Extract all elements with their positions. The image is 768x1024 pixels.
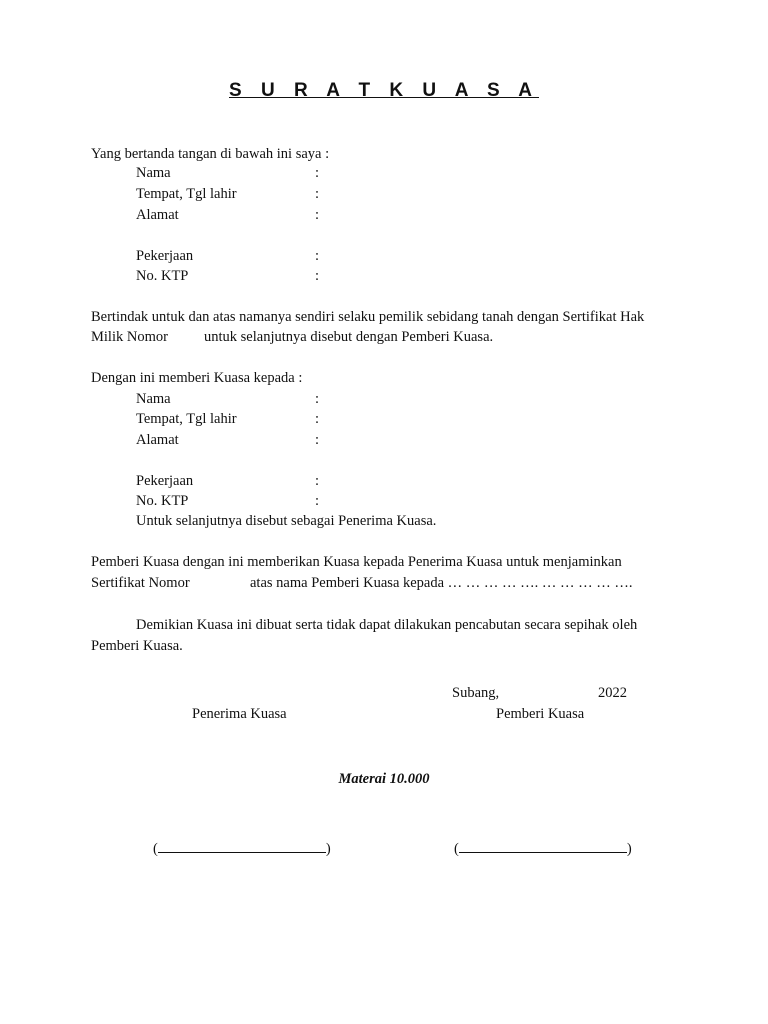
grantee-closing: Untuk selanjutnya disebut sebagai Penerima Kuasa. [136,513,437,529]
grantor-ktp-label: No. KTP [136,268,189,284]
grantor-close-paren: ) [626,841,632,857]
grantee-birth-label: Tempat, Tgl lahir [136,411,237,427]
grantor-name-label: Nama [136,165,171,181]
grant-statement-line2: atas nama Pemberi Kuasa kepada … … … … …. … … … … …. [250,575,633,591]
grantee-name-colon: : [315,391,320,407]
grantor-ktp-colon: : [315,268,320,284]
grantee-job-label: Pekerjaan [136,473,194,489]
grantor-signature-line [454,838,632,858]
grantor-intro: Yang bertanda tangan di bawah ini saya : [91,146,330,162]
grantee-address-label: Alamat [136,432,179,448]
grantee-signature-label: Penerima Kuasa [192,706,287,722]
ownership-statement-line1: Bertindak untuk dan atas namanya sendiri selaku pemilik sebidang tanah dengan Sertifikat Hak [91,309,645,325]
year-label: 2022 [598,685,627,701]
grant-statement-label: Sertifikat Nomor [91,575,190,591]
ownership-statement-label: Milik Nomor [91,329,168,345]
grantee-ktp-colon: : [315,493,320,509]
grantee-intro: Dengan ini memberi Kuasa kepada : [91,370,303,386]
grant-statement-line1: Pemberi Kuasa dengan ini memberikan Kuasa kepada Penerima Kuasa untuk menjaminkan [91,554,622,570]
grantee-close-paren: ) [325,841,331,857]
materai-stamp-label: Materai 10.000 [338,771,430,787]
grantor-signature-label: Pemberi Kuasa [496,706,585,722]
grantor-birth-label: Tempat, Tgl lahir [136,186,237,202]
grantee-address-colon: : [315,432,320,448]
grantee-open-paren: ( [153,841,158,857]
grantor-job-label: Pekerjaan [136,248,194,264]
grantor-birth-colon: : [315,186,320,202]
grantee-name-label: Nama [136,391,171,407]
grantee-signature-line [153,838,331,858]
place-label: Subang, [452,685,500,701]
grantee-job-colon: : [315,473,320,489]
grantor-address-label: Alamat [136,207,179,223]
grantee-birth-colon: : [315,411,320,427]
grantee-signature-blank [158,838,326,853]
document-title: S U R A T K U A S A [229,80,539,101]
grantor-address-colon: : [315,207,320,223]
grantee-ktp-label: No. KTP [136,493,189,509]
grantor-signature-blank [459,838,627,853]
grantor-job-colon: : [315,248,320,264]
closing-statement-line1: Demikian Kuasa ini dibuat serta tidak dapat dilakukan pencabutan secara sepihak oleh [136,617,638,633]
grantor-open-paren: ( [454,841,459,857]
grantor-name-colon: : [315,165,320,181]
ownership-statement-line2: untuk selanjutnya disebut dengan Pemberi Kuasa. [204,329,494,345]
closing-statement-line2: Pemberi Kuasa. [91,638,183,654]
